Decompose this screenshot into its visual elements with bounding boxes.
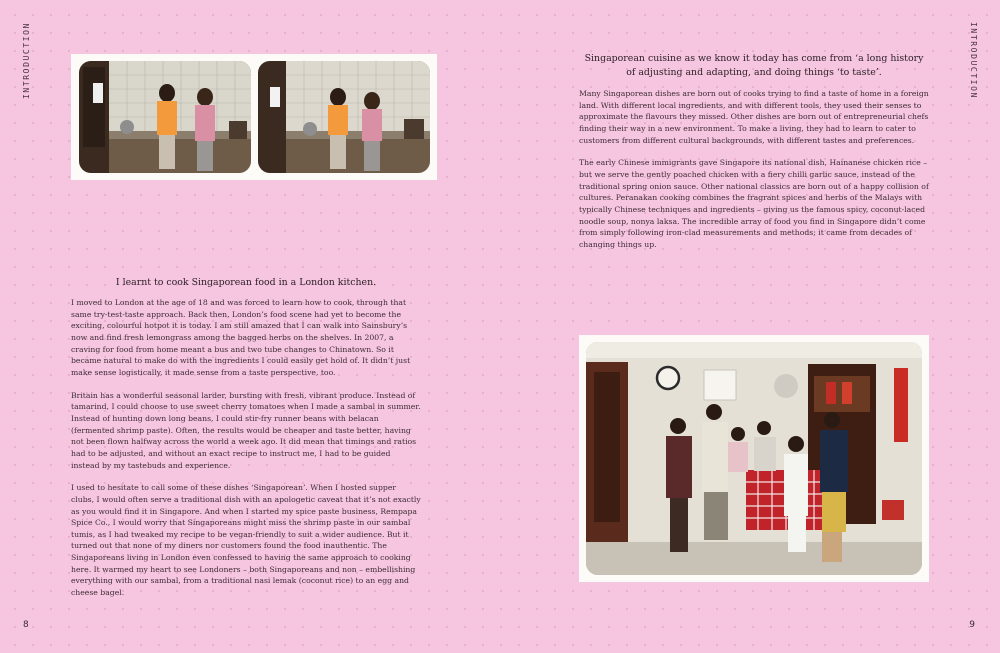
dinner-party-photo-frame [579, 335, 929, 582]
dinner-party-photo [586, 342, 922, 575]
left-body-text [71, 297, 421, 610]
left-paragraph: I used to hesitate to call some of these dishes ‘Singaporean’. When I hosted supper clubs, I would often serve a traditional dish with an apologetic caveat that it’s not exactly as you would find it in Singapore. And when I started my spice paste business, Rempapa Spice Co., I would worry that Singaporeans might miss the shrimp paste in our sambal tumis, as I had tweaked my recipe to be vegan-friendly to suit a wider audience. But it turned out that none of my diners nor customers found the food inauthentic. The Singaporeans living in London even confessed to having the same approach to cooking here. It warmed my heart to see Londoners – both Singaporeans and non – embellishing everything with our sambal, from a traditional nasi lemak (coconut rice) to an egg and cheese bagel. [71, 483, 421, 598]
running-head-left: INTRODUCTION [22, 22, 31, 99]
kitchen-photo-left [79, 61, 251, 173]
page-number-left: 8 [23, 620, 29, 630]
right-paragraph: Many Singaporean dishes are born out of cooks trying to find a taste of home in a foreign land. With different local ingredients, and with different tools, they used their senses to approximate the flavours they missed. Other dishes are born out of entrepreneurial chefs finding their way in a new environment. To make a living, they had to learn to cater to customers from different cultural backgrounds, with different tastes and preferences. [579, 89, 929, 145]
page-number-right: 9 [969, 620, 975, 630]
left-section-heading: I learnt to cook Singaporean food in a London kitchen. [115, 277, 377, 288]
right-paragraph: The early Chinese immigrants gave Singapore its national dish, Hainanese chicken rice – but we serve the gently poached chicken with a fiery chilli garlic sauce, instead of the traditional spring onion sauce. Other national classics are born out of a happy collision of cultures. Peranakan cooking combines the fragrant spices and herbs of the Malays with typically Chinese techniques and ingredients – giving us the famous spicy, coconut-laced noodle soup, nonya laksa. The incredible array of food you find in Singapore didn’t come from simply following iron-clad measurements and methods; it came from decades of changing things up. [579, 158, 929, 249]
running-head-right: INTRODUCTION [969, 22, 978, 99]
right-pull-quote: Singaporean cuisine as we know it today has come from ‘a long history of adjusting and adapting, and doing things ‘to taste’. [584, 53, 924, 78]
right-body-text [579, 88, 929, 262]
kitchen-photo-right [258, 61, 430, 173]
left-paragraph: Britain has a wonderful seasonal larder, bursting with fresh, vibrant produce. Instead of tamarind, I could choose to use sweet cherry tomatoes when I made a sambal in summer. Instead of hunting down long beans, I could stir-fry runner beans with belacan (fermented shrimp paste). Often, the results would be cheaper and taste better, having not been flown halfway across the world a week ago. It did mean that timings and ratios had to be adjusted, and without an exact recipe to instruct me, I had to be guided instead by my tastebuds and experience. [71, 390, 421, 470]
left-paragraph: I moved to London at the age of 18 and was forced to learn how to cook, through that same try-test-taste approach. Back then, London’s food scene had yet to become the exciting, colourful hotpot it is today. I am still amazed that I can walk into Sainsbury’s now and find fresh lemongrass among the bagged herbs on the shelves. In 2007, a craving for food from home meant a bus and two tube changes to Chinatown. So it became natural to make do with the ingredients I could easily get hold of. It didn’t just make sense logistically, it made sense from a taste perspective, too. [71, 298, 411, 377]
kitchen-photo-frame [71, 54, 437, 180]
